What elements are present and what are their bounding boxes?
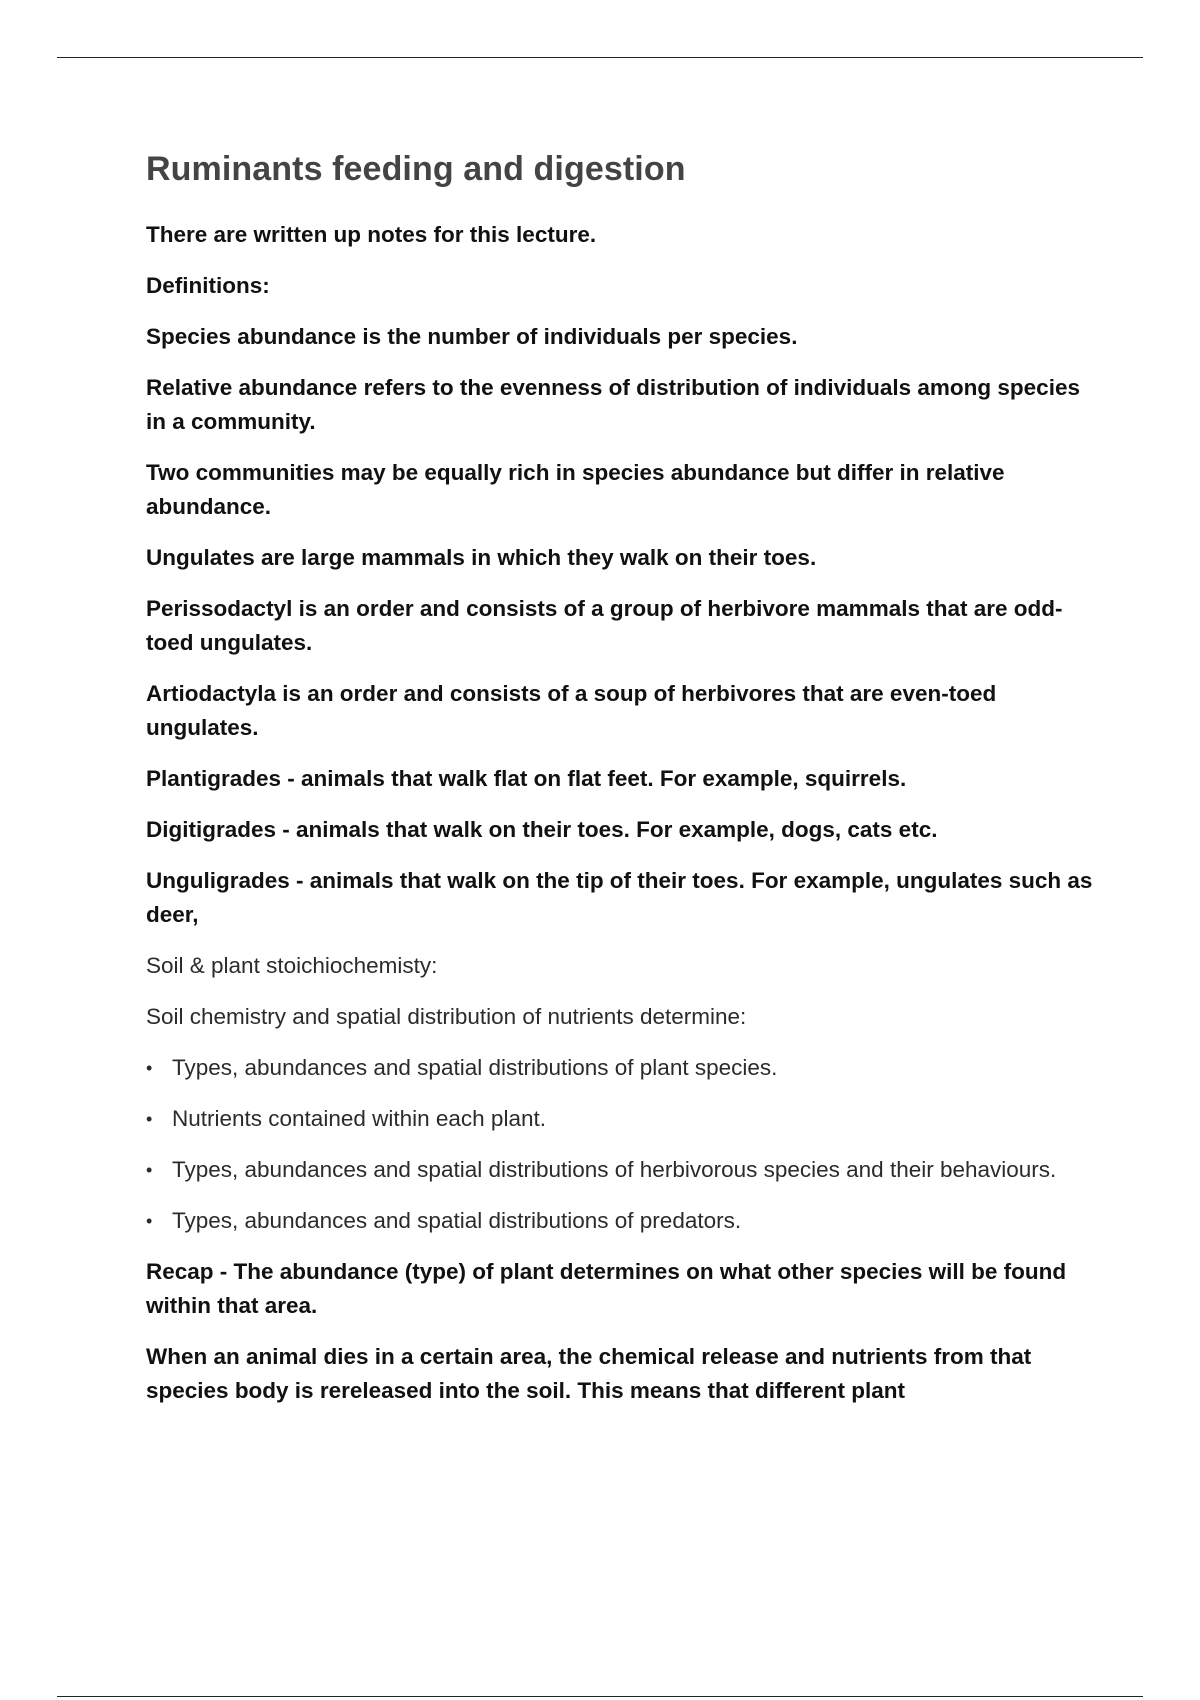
bottom-divider — [57, 1696, 1143, 1697]
top-divider — [57, 57, 1143, 58]
recap-paragraph: Recap - The abundance (type) of plant determines on what other species will be found within that area. — [146, 1259, 1067, 1318]
section-intro-soil: Soil chemistry and spatial distribution of nutrients determine: — [146, 1004, 747, 1029]
list-item-text: Types, abundances and spatial distributions of herbivorous species and their behaviours. — [172, 1157, 1057, 1182]
list-item-text: Types, abundances and spatial distributions of predators. — [172, 1208, 742, 1233]
document-body — [146, 142, 1096, 1425]
list-item-text: Nutrients contained within each plant. — [172, 1106, 546, 1131]
definition-species-abundance: Species abundance is the number of individuals per species. — [146, 324, 798, 349]
notes-intro: There are written up notes for this lecture. — [146, 222, 597, 247]
list-item — [146, 1204, 1096, 1238]
definition-digitigrades: Digitigrades - animals that walk on their toes. For example, dogs, cats etc. — [146, 817, 938, 842]
animal-death-paragraph: When an animal dies in a certain area, the chemical release and nutrients from that species body is rereleased into the soil. This means that different plant — [146, 1344, 1032, 1403]
page-title: Ruminants feeding and digestion — [146, 150, 686, 188]
list-item — [146, 1102, 1096, 1136]
definition-perissodactyl: Perissodactyl is an order and consists of a group of herbivore mammals that are odd-toed ungulates. — [146, 596, 1063, 655]
definition-relative-abundance: Relative abundance refers to the evenness of distribution of individuals among species in a community. — [146, 375, 1080, 434]
bullet-icon: • — [146, 1109, 153, 1129]
communities-note: Two communities may be equally rich in species abundance but differ in relative abundance. — [146, 460, 1005, 519]
bullet-icon: • — [146, 1058, 153, 1078]
definition-ungulates: Ungulates are large mammals in which they walk on their toes. — [146, 545, 817, 570]
list-item-text: Types, abundances and spatial distributions of plant species. — [172, 1055, 778, 1080]
section-heading-soil: Soil & plant stoichiochemisty: — [146, 953, 438, 978]
definition-plantigrades: Plantigrades - animals that walk flat on flat feet. For example, squirrels. — [146, 766, 907, 791]
bullet-icon: • — [146, 1211, 153, 1231]
determinants-list — [146, 1051, 1096, 1238]
bullet-icon: • — [146, 1160, 153, 1180]
definition-unguligrades: Unguligrades - animals that walk on the tip of their toes. For example, ungulates such as deer, — [146, 868, 1093, 927]
definition-artiodactyla: Artiodactyla is an order and consists of a soup of herbivores that are even-toed ungulates. — [146, 681, 997, 740]
definitions-heading: Definitions: — [146, 273, 270, 298]
list-item — [146, 1153, 1096, 1187]
list-item — [146, 1051, 1096, 1085]
